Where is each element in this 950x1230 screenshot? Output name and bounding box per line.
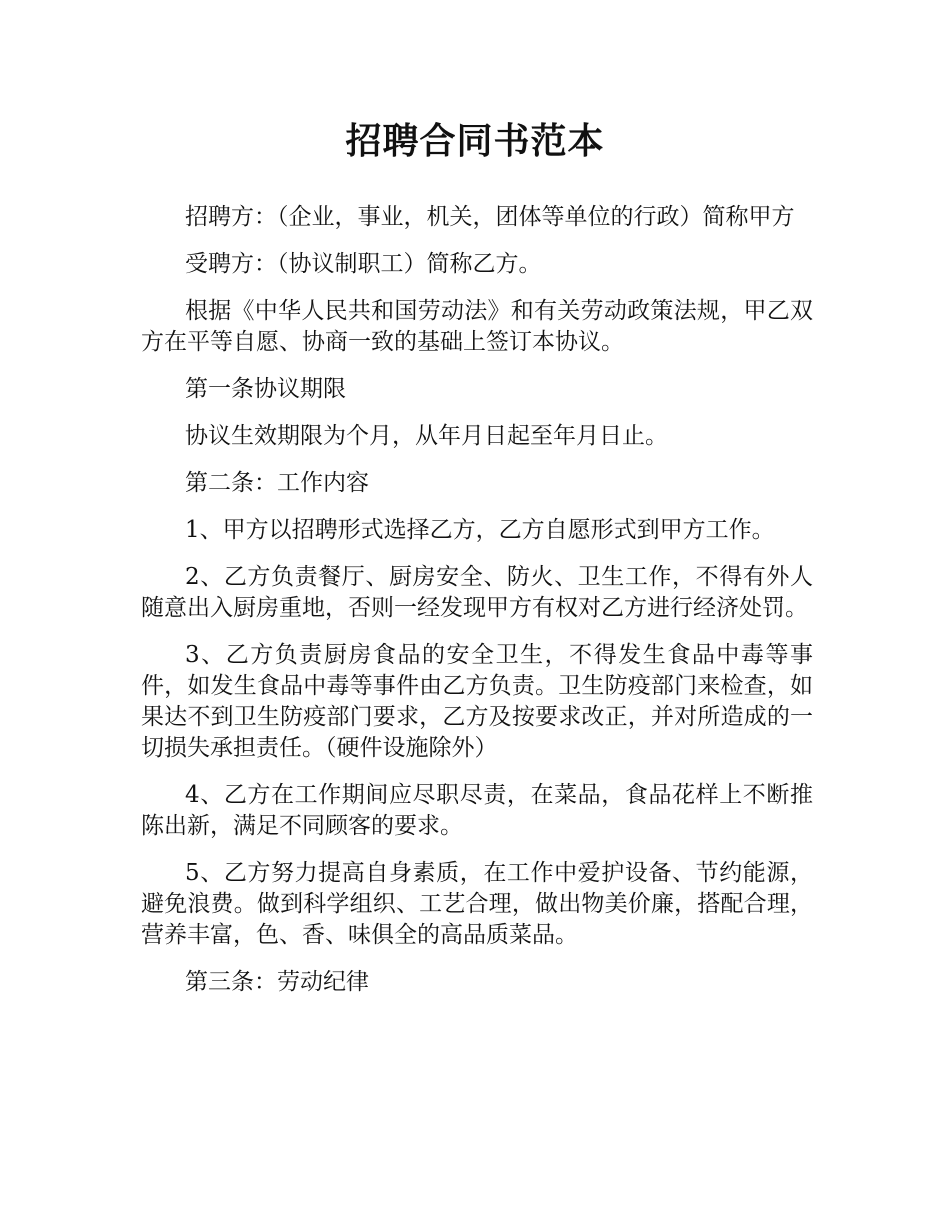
article-2-heading: 第二条：工作内容	[185, 470, 369, 496]
paragraph-employee: 受聘方：（协议制职工）简称乙方。	[185, 251, 542, 277]
clause-2: 2、乙方负责餐厅、厨房安全、防火、卫生工作，不得有外人随意出入厨房重地，否则一经发现甲方有权对乙方进行经济处罚。	[141, 564, 813, 621]
paragraph-legal-basis: 根据《中华人民共和国劳动法》和有关劳动政策法规，甲乙双方在平等自愿、协商一致的基础上签订本协议。	[141, 298, 813, 355]
clause-4: 4、乙方在工作期间应尽职尽责，在菜品，食品花样上不断推陈出新，满足不同顾客的要求。	[141, 782, 813, 839]
paragraph-employer: 招聘方：（企业，事业，机关，团体等单位的行政）简称甲方	[185, 204, 795, 230]
article-1-heading: 第一条协议期限	[185, 376, 346, 402]
document-body	[141, 202, 813, 1014]
clause-1: 1、甲方以招聘形式选择乙方，乙方自愿形式到甲方工作。	[185, 517, 775, 543]
document-title: 招聘合同书范本	[345, 121, 605, 162]
clause-5: 5、乙方努力提高自身素质，在工作中爱护设备、节约能源，避免浪费。做到科学组织、工艺合理，做出物美价廉，搭配合理，营养丰富，色、香、味俱全的高品质菜品。	[141, 860, 813, 948]
article-3-heading: 第三条：劳动纪律	[185, 969, 369, 995]
paragraph-term: 协议生效期限为个月，从年月日起至年月日止。	[185, 423, 668, 449]
clause-3: 3、乙方负责厨房食品的安全卫生，不得发生食品中毒等事件，如发生食品中毒等事件由乙方负责。卫生防疫部门来检查，如果达不到卫生防疫部门要求，乙方及按要求改正，并对所造成的一切损失承担责任。（硬件设施除外）	[141, 642, 813, 761]
